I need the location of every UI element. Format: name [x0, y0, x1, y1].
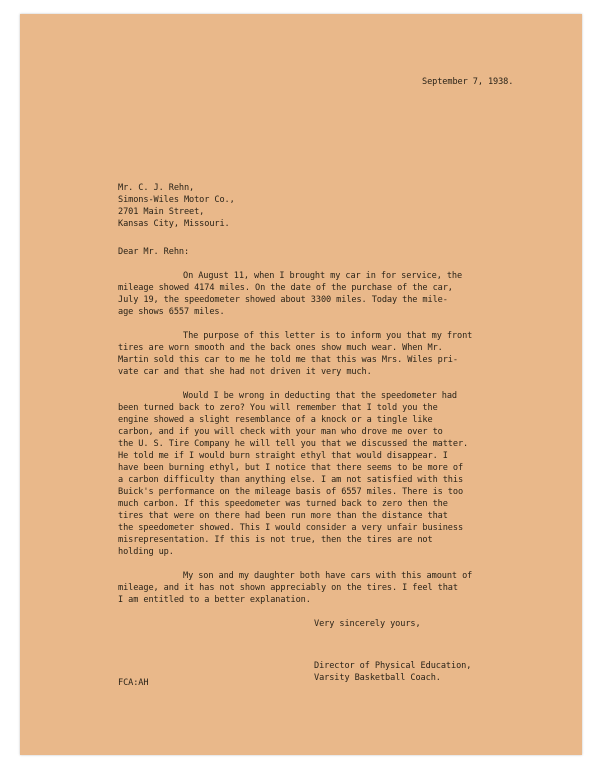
recipient-line: Simons-Wiles Motor Co., — [118, 195, 235, 205]
paragraph-line: On August 11, when I brought my car in for service, the — [183, 271, 463, 281]
closing: Very sincerely yours, — [314, 619, 421, 629]
paragraph-line: holding up. — [118, 547, 174, 557]
paragraph-line: carbon, and if you will check with your man who drove me over to — [118, 427, 443, 437]
paragraph-line: mileage, and it has not shown appreciably on the tires. I feel that — [118, 583, 458, 593]
paragraph-line: a carbon difficulty than anything else. I am not satisfied with this — [118, 475, 464, 485]
paragraph-line: much carbon. If this speedometer was turned back to zero then the — [118, 499, 448, 509]
paragraph-line: the speedometer showed. This I would consider a very unfair business — [118, 523, 464, 533]
paragraph-line: July 19, the speedometer showed about 3300 miles. Today the mile- — [118, 295, 448, 305]
typist-initials: FCA:AH — [118, 678, 149, 688]
recipient-line: Kansas City, Missouri. — [118, 219, 230, 229]
signature-title-line: Director of Physical Education, — [314, 661, 472, 671]
paragraph-line: Martin sold this car to me he told me that this was Mrs. Wiles pri- — [118, 355, 458, 365]
paragraph-line: the U. S. Tire Company he will tell you that we discussed the matter. — [118, 439, 469, 449]
paragraph-line: tires that were on there had been run more than the distance that — [118, 511, 448, 521]
paragraph-line: He told me if I would burn straight ethyl that would disappear. I — [118, 451, 448, 461]
paragraph-line: age shows 6557 miles. — [118, 307, 225, 317]
letter-date: September 7, 1938. — [422, 77, 514, 87]
paragraph-line: I am entitled to a better explanation. — [118, 595, 311, 605]
paragraph-line: engine showed a slight resemblance of a knock or a tingle like — [118, 415, 433, 425]
paragraph-line: Buick's performance on the mileage basis of 6557 miles. There is too — [118, 487, 464, 497]
paragraph-line: misrepresentation. If this is not true, then the tires are not — [118, 535, 433, 545]
paragraph-line: Would I be wrong in deducting that the speedometer had — [183, 391, 457, 401]
paragraph-line: The purpose of this letter is to inform you that my front — [183, 331, 473, 341]
paragraph-line: tires are worn smooth and the back ones show much wear. When Mr. — [118, 343, 443, 353]
paragraph-line: My son and my daughter both have cars with this amount of — [183, 571, 473, 581]
letter-page — [20, 14, 582, 755]
paragraph-line: mileage showed 4174 miles. On the date of the purchase of the car, — [118, 283, 453, 293]
paragraph-line: have been burning ethyl, but I notice that there seems to be more of — [118, 463, 464, 473]
recipient-line: Mr. C. J. Rehn, — [118, 183, 195, 193]
paragraph-line: been turned back to zero? You will remember that I told you the — [118, 403, 438, 413]
salutation: Dear Mr. Rehn: — [118, 247, 190, 257]
paragraph-line: vate car and that she had not driven it very much. — [118, 367, 372, 377]
recipient-line: 2701 Main Street, — [118, 207, 205, 217]
signature-title-line: Varsity Basketball Coach. — [314, 673, 441, 683]
